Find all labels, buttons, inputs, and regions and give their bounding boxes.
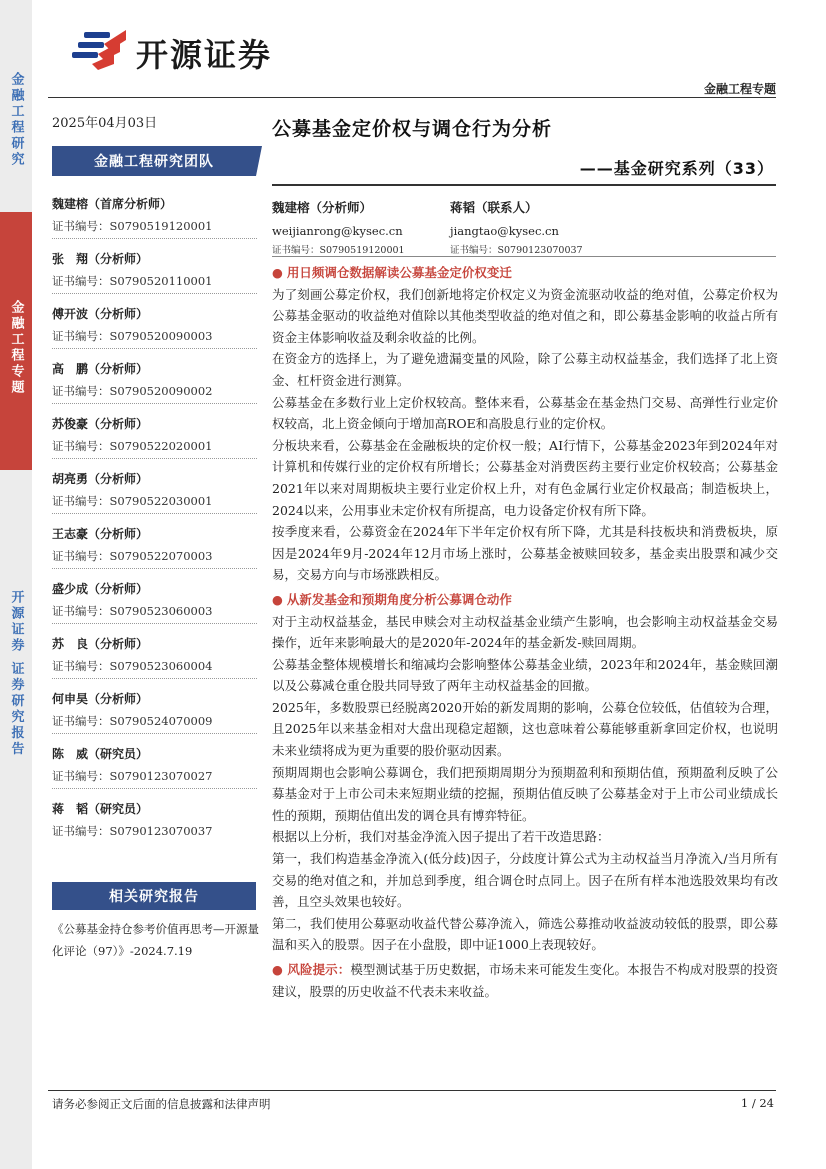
bullet-icon: ● [272, 265, 283, 280]
author-item: 魏建榕（分析师） weijianrong@kysec.cn 证书编号：S0790519120001 [272, 200, 405, 256]
paragraph: 为了刻画公募定价权，我们创新地将定价权定义为资金流驱动收益的绝对值，公募定价权为公募基金驱动的收益绝对值除以其他类型收益的绝对值之和，即公募基金影响的收益占所有资金主体影响收益及剩余收益的比例。 [272, 286, 778, 345]
analyst-item: 张 翔（分析师） 证书编号：S0790520110001 [52, 250, 262, 305]
analyst-item: 苏俊豪（分析师） 证书编号：S0790522020001 [52, 415, 262, 470]
side-label-topic: 金融工程专题 [0, 212, 32, 470]
section-heading: ● 用日频调仓数据解读公募基金定价权变迁 [272, 265, 512, 280]
author-email[interactable]: jiangtao@kysec.cn [450, 224, 559, 238]
analyst-item: 王志豪（分析师） 证书编号：S0790522070003 [52, 525, 262, 580]
analyst-item: 高 鹏（分析师） 证书编号：S0790520090002 [52, 360, 262, 415]
paragraph: 第一，我们构造基金净流入(低分歧)因子，分歧度计算公式为主动权益当月净流入/当月所有交易的绝对值之和，并加总到季度，组合调仓时点同上。因子在所有样本池选股效果均有改善，且空头效果也较好。 [272, 851, 778, 910]
author-item: 蒋韬（联系人） jiangtao@kysec.cn 证书编号：S0790123070037 [450, 200, 583, 256]
analyst-item: 何申昊（分析师） 证书编号：S0790524070009 [52, 690, 262, 745]
report-date: 2025年04月03日 [52, 116, 158, 131]
analyst-item: 苏 良（分析师） 证书编号：S0790523060004 [52, 635, 262, 690]
analyst-item: 魏建榕（首席分析师） 证书编号：S0790519120001 [52, 195, 262, 250]
report-series: ——基金研究系列（33） [579, 159, 774, 178]
title-rule [272, 184, 776, 186]
analyst-item: 胡亮勇（分析师） 证书编号：S0790522030001 [52, 470, 262, 525]
paragraph: 根据以上分析，我们对基金净流入因子提出了若干改造思路： [272, 829, 610, 845]
page-number: 1 / 24 [740, 1096, 774, 1110]
header-rule [48, 97, 776, 98]
paragraph: 第二，我们使用公募驱动收益代替公募净流入，筛选公募推动收益波动较低的股票，即公募温和买入的股票。因子在小盘股，即中证1000上表现较好。 [272, 915, 778, 953]
paragraph: 公募基金在多数行业上定价权较高。整体来看，公募基金在基金热门交易、高弹性行业定价权较高，北上资金倾向于增加高ROE和高股息行业的定价权。 [272, 394, 778, 432]
brand-name: 开源证券 [136, 36, 273, 74]
bullet-icon: ● [272, 591, 283, 607]
team-banner: 金融工程研究团队 [52, 146, 256, 176]
side-label-report: 开源证券 证券研究报告 [0, 472, 32, 1169]
bullet-icon: ● [272, 962, 288, 977]
analyst-item: 傅开波（分析师） 证书编号：S0790520090003 [52, 305, 262, 360]
paragraph: 按季度来看，公募资金在2024年下半年定价权有所下降，尤其是科技板块和消费板块，原因是2024年9月-2024年12月市场上涨时，公募基金被赎回较多，基金卖出股票和减少交易，交易方向与市场涨跌相反。 [272, 524, 778, 583]
paragraph: 2025年，多数股票已经脱离2020开始的新发周期的影响，公募仓位较低，估值较为合理，且2025年以来基金相对大盘出现稳定超额，这也意味着公募能够重新拿回定价权，也说明未来业绩将成为更为重要的股价驱动因素。 [272, 699, 778, 759]
paragraph: 预期周期也会影响公募调仓，我们把预期周期分为预期盈利和预期估值，预期盈利反映了公募基金对于上市公司未来短期业绩的挖掘，预期估值反映了公募基金对于上市公司业绩成长性的预期，预期估值出发的调仓具有博弈特征。 [272, 764, 778, 823]
risk-warning: ● 风险提示：模型测试基于历史数据，市场未来可能发生变化。本报告不构成对股票的投资建议，股票的历史收益不代表未来收益。 [272, 962, 778, 999]
analyst-item: 陈 威（研究员） 证书编号：S0790123070027 [52, 745, 262, 800]
related-report-link[interactable]: 《公募基金持仓参考价值再思考—开源量化评论（97）》-2024.7.19 [52, 922, 259, 958]
footer-rule [48, 1090, 776, 1091]
paragraph: 在资金方的选择上，为了避免遗漏变量的风险，除了公募主动权益基金，我们选择了北上资金、杠杆资金进行测算。 [272, 351, 778, 388]
related-reports-banner: 相关研究报告 [52, 882, 256, 910]
header-tag: 金融工程专题 [703, 82, 776, 96]
analyst-item: 蒋 韬（研究员） 证书编号：S0790123070037 [52, 802, 213, 838]
analyst-list [52, 195, 262, 855]
report-body [272, 262, 778, 1002]
side-strip [0, 0, 32, 1169]
section-heading: ● 从新发基金和预期角度分析公募调仓动作 [272, 591, 512, 607]
side-label-research: 金融工程研究 [0, 0, 32, 210]
paragraph: 公募基金整体规模增长和缩减均会影响整体公募基金业绩，2023年和2024年，基金赎回潮以及公募减仓重仓股共同导致了两年主动权益基金的回撤。 [272, 656, 778, 694]
report-title: 公募基金定价权与调仓行为分析 [272, 118, 553, 140]
kysec-logo-icon [70, 24, 130, 70]
author-email[interactable]: weijianrong@kysec.cn [272, 224, 403, 238]
paragraph: 分板块来看，公募基金在金融板块的定价权一般；AI行情下，公募基金2023年到2024年对计算机和传媒行业的定价权有所增长；公募基金对消费医药主要行业定价权较高；公募基金2021年以来对周期板块主要行业定价权上升，对有色金属行业定价权最高；制造板块上，2024以来，公用事业未定价权有所提高，电力设备定价权有所下降。 [272, 437, 778, 518]
paragraph: 对于主动权益基金，基民申赎会对主动权益基金业绩产生影响，也会影响主动权益基金交易操作，近年来影响最大的是2020年-2024年的基金新发-赎回周期。 [272, 613, 778, 651]
author-block [272, 198, 776, 254]
author-rule [272, 256, 776, 257]
footer-disclaimer: 请务必参阅正文后面的信息披露和法律声明 [52, 1097, 271, 1111]
brand-logo [70, 24, 330, 74]
analyst-item: 盛少成（分析师） 证书编号：S0790523060003 [52, 580, 262, 635]
